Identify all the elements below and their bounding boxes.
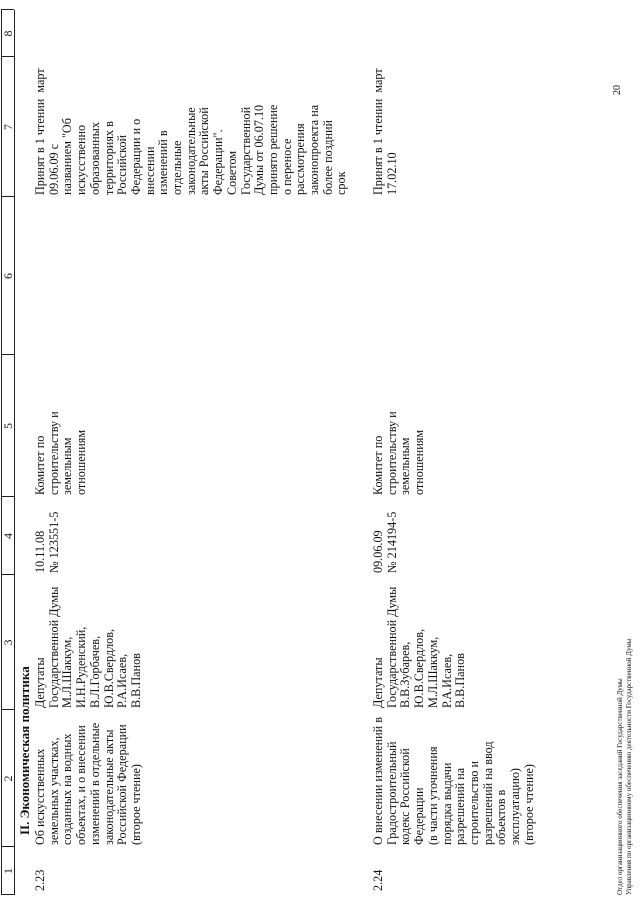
row-2-23-number: 2.23 <box>33 869 47 891</box>
footer-line-1: Отдел организационного обеспечения заседаний Государственной Думы <box>616 678 624 895</box>
col-header-6: 6 <box>1 273 15 279</box>
col-header-2: 2 <box>1 775 15 782</box>
row-2-24-date-number: 09.06.09 № 214194-5 <box>371 511 399 573</box>
footer-line-2: Управления по организационному обеспечению деятельности Государственной Думы <box>625 638 633 895</box>
col-header-1: 1 <box>1 868 15 874</box>
col-header-7: 7 <box>1 124 15 130</box>
row-2-23-title: Об искусственных земельных участках, созданных на водных объектах, и о внесении изменений в отдельные законодательные акты Российской Федерации (второе чтение) <box>33 722 143 845</box>
col-header-3: 3 <box>1 639 15 646</box>
row-2-23-authors: Депутаты Государственной Думы М.Л.Шаккум, И.Н.Руденский, В.Л.Горбачев, Ю.В.Свердлов, Р.А.Исаев, В.В.Панов <box>33 586 143 708</box>
row-2-23-committee: Комитет по строительству и земельным отношениям <box>33 411 89 495</box>
page-number: 20 <box>612 85 623 95</box>
row-2-23-status: Принят в 1 чтении март 09.06.09 с названием "Об искусственно образованных территориях в Российской Федерации и о внесении изменений в отдельные законодательные акты Российской Федерации". Советом Государственной Думы от 06.07.10 принято решение о переносе рассмотрения законопроекта на более поздний срок <box>33 68 349 195</box>
section-title: II. Экономическая политика <box>17 666 32 835</box>
row-2-24-authors: Депутаты Государственной Думы В.В.Зубарев, Ю.В.Свердлов, М.Л.Шаккум, Р.А.Исаев, В.В.Панов <box>371 586 468 708</box>
row-2-24-number: 2.24 <box>371 869 385 891</box>
col-header-8: 8 <box>1 30 15 37</box>
row-2-23-date-number: 10.11.08 № 123551-5 <box>33 511 61 573</box>
row-2-24-committee: Комитет по строительству и земельным отношениям <box>371 411 427 495</box>
row-2-24-title: О внесении изменений в Градостроительный кодекс Российской Федерации (в части уточнения порядка выдачи разрешений на строительство и разрешений на ввод объектов в эксплуатацию) (второе чтение) <box>371 716 536 845</box>
row-2-24-status: Принят в 1 чтении март 17.02.10 <box>371 68 399 195</box>
col-header-5: 5 <box>1 423 15 429</box>
col-header-4: 4 <box>1 533 15 539</box>
